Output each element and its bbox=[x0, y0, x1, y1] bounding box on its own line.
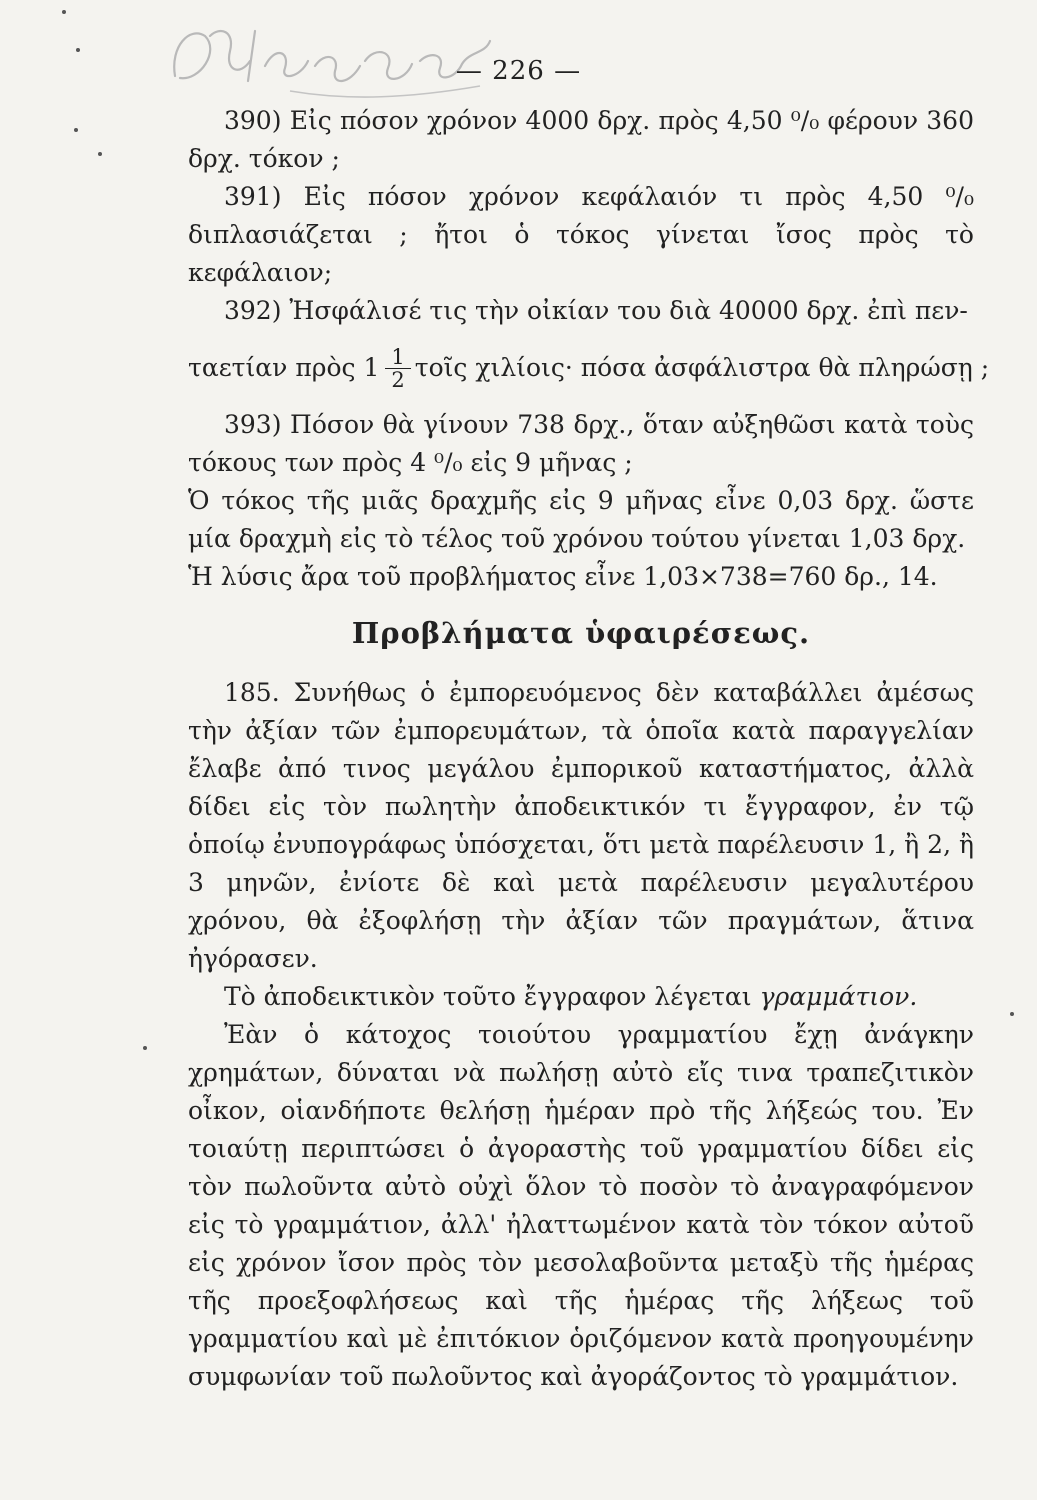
problem-393: 393) Πόσον θὰ γίνουν 738 δρχ., ὅταν αὐξηθῶσι κατὰ τοὺς τόκους των πρὸς 4 ⁰/₀ εἰς 9 μῆνας ; bbox=[188, 410, 974, 477]
fraction-denominator: 2 bbox=[391, 367, 405, 392]
paragraph-discount: Ἐὰν ὁ κάτοχος τοιούτου γραμματίου ἔχῃ ἀνάγκην χρημάτων, δύναται νὰ πωλήσῃ αὐτὸ εἴς τινα τραπεζιτικὸν οἶκον, οἱανδήποτε θελήσῃ ἡμέραν πρὸ τῆς λήξεώς του. Ἐν τοιαύτῃ περιπτώσει ὁ ἀγοραστὴς τοῦ γραμματίου δίδει εἰς τὸν πωλοῦντα αὐτὸ οὐχὶ ὅλον τὸ ποσὸν τὸ ἀναγραφόμενον εἰς τὸ γραμμάτιον, ἀλλ' ἠλαττωμένον κατὰ τὸν τόκον αὐτοῦ εἰς χρόνον ἴσον πρὸς τὸν μεσολαβοῦντα μεταξὺ τῆς ἡμέρας τῆς προεξοφλήσεως καὶ τῆς ἡμέρας τῆς λήξεως τοῦ γραμματίου καὶ μὲ ἐπιτόκιον ὁριζόμενον κατὰ προηγουμένην συμφωνίαν τοῦ πωλοῦντος καὶ ἀγοράζοντος τὸ γραμμάτιον. bbox=[188, 1020, 974, 1391]
page-body bbox=[188, 102, 990, 1396]
speck bbox=[62, 10, 66, 14]
section-heading: Προβλήματα ὑφαιρέσεως. bbox=[351, 616, 811, 650]
problem-392-text-before: ταετίαν πρὸς 1 bbox=[188, 353, 380, 382]
solution-line-2: Ἡ λύσις ἄρα τοῦ προβλήματος εἶνε 1,03×738=760 δρ., 14. bbox=[188, 562, 938, 591]
page-number: — 226 — bbox=[455, 56, 582, 86]
paragraph-definition bbox=[188, 978, 974, 1016]
definition-text: Τὸ ἀποδεικτικὸν τοῦτο ἔγγραφον λέγεται bbox=[224, 982, 760, 1011]
problem-391: 391) Εἰς πόσον χρόνον κεφάλαιόν τι πρὸς 4,50 ⁰/₀ διπλασιάζεται ; ἤτοι ὁ τόκος γίνεται ἴσος πρὸς τὸ κεφάλαιον; bbox=[188, 182, 974, 287]
solution-line-1: Ὁ τόκος τῆς μιᾶς δραχμῆς εἰς 9 μῆνας εἶνε 0,03 δρχ. ὥστε μία δραχμὴ εἰς τὸ τέλος τοῦ χρόνου τούτου γίνεται 1,03 δρχ. bbox=[188, 486, 974, 553]
fraction-one-half bbox=[385, 346, 410, 391]
fraction-numerator: 1 bbox=[385, 346, 410, 369]
speck bbox=[74, 128, 78, 132]
speck bbox=[76, 48, 80, 52]
problem-392-text-after: τοῖς χιλίοις· πόσα ἀσφάλιστρα θὰ πληρώσῃ ; bbox=[414, 353, 990, 382]
problem-392: 392) Ἠσφάλισέ τις τὴν οἰκίαν του διὰ 40000 δρχ. ἐπὶ πεν- bbox=[224, 296, 968, 325]
speck bbox=[143, 1046, 147, 1050]
problem-392-continuation bbox=[188, 330, 990, 406]
speck bbox=[98, 152, 102, 156]
speck bbox=[1010, 1012, 1014, 1016]
paragraph-185: 185. Συνήθως ὁ ἐμπορευόμενος δὲν καταβάλλει ἀμέσως τὴν ἀξίαν τῶν ἐμπορευμάτων, τὰ ὁποῖα κατὰ παραγγελίαν ἔλαβε ἀπό τινος μεγάλου ἐμπορικοῦ καταστήματος, ἀλλὰ δίδει εἰς τὸν πωλητὴν ἀποδεικτικόν τι ἔγγραφον, ἐν τῷ ὁποίῳ ἐνυπογράφως ὑπόσχεται, ὅτι μετὰ παρέλευσιν 1, ἢ 2, ἢ 3 μηνῶν, ἐνίοτε δὲ καὶ μετὰ παρέλευσιν μεγαλυτέρου χρόνου, θὰ ἐξοφλήσῃ τὴν ἀξίαν τῶν πραγμάτων, ἅτινα ἠγόρασεν. bbox=[188, 678, 974, 973]
defined-term: γραμμάτιον. bbox=[759, 982, 918, 1011]
problem-390: 390) Εἰς πόσον χρόνον 4000 δρχ. πρὸς 4,50 ⁰/₀ φέρουν 360 δρχ. τόκον ; bbox=[188, 106, 974, 173]
